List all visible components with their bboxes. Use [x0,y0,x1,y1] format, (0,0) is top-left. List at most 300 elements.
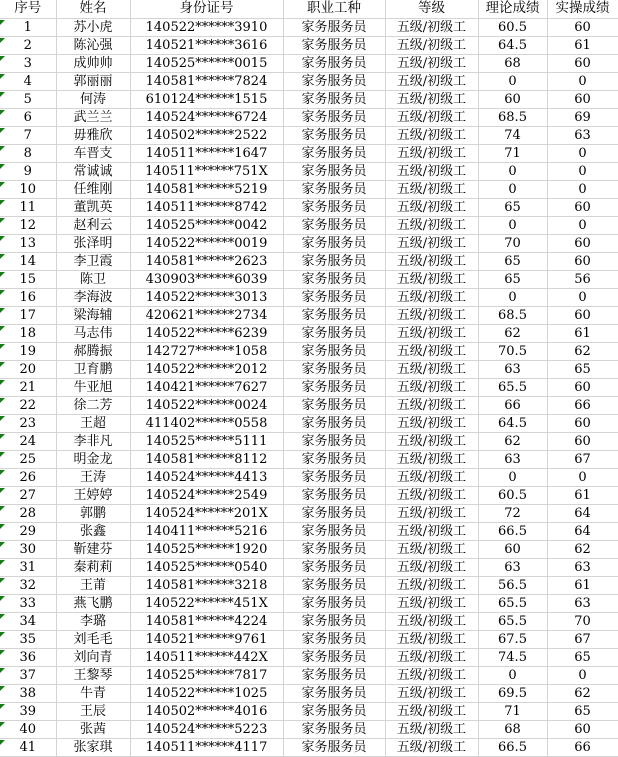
cell-level[interactable] [385,396,478,414]
cell-practical-score[interactable] [547,144,618,162]
cell-theory-score[interactable] [478,108,547,126]
cell-level[interactable] [385,522,478,540]
cell-id-number[interactable] [130,504,283,522]
cell-theory-score[interactable] [478,486,547,504]
cell-level[interactable] [385,360,478,378]
cell-occupation[interactable] [283,342,385,360]
cell-occupation[interactable] [283,306,385,324]
cell-occupation[interactable] [283,558,385,576]
cell-occupation[interactable] [283,612,385,630]
cell-name[interactable] [56,198,130,216]
header-cell-practical-score[interactable]: 实操成绩 [547,0,618,18]
cell-id-number[interactable] [130,612,283,630]
cell-level[interactable] [385,558,478,576]
cell-name[interactable] [56,432,130,450]
cell-id-number[interactable] [130,234,283,252]
cell-id-number[interactable] [130,414,283,432]
cell-occupation[interactable] [283,630,385,648]
cell-id-number[interactable] [130,90,283,108]
cell-level[interactable] [385,108,478,126]
cell-theory-score[interactable] [478,198,547,216]
cell-practical-score[interactable] [547,288,618,306]
cell-index[interactable] [0,594,56,612]
cell-index[interactable] [0,144,56,162]
cell-index[interactable] [0,720,56,738]
cell-theory-score[interactable] [478,378,547,396]
cell-theory-score[interactable] [478,648,547,666]
cell-name[interactable] [56,540,130,558]
cell-occupation[interactable] [283,198,385,216]
cell-practical-score[interactable] [547,432,618,450]
cell-occupation[interactable] [283,90,385,108]
cell-occupation[interactable] [283,324,385,342]
cell-name[interactable] [56,594,130,612]
cell-theory-score[interactable] [478,702,547,720]
cell-occupation[interactable] [283,180,385,198]
cell-practical-score[interactable] [547,378,618,396]
cell-theory-score[interactable] [478,306,547,324]
cell-id-number[interactable] [130,720,283,738]
cell-practical-score[interactable] [547,216,618,234]
cell-index[interactable] [0,198,56,216]
cell-level[interactable] [385,342,478,360]
cell-id-number[interactable] [130,648,283,666]
cell-name[interactable] [56,216,130,234]
cell-level[interactable] [385,612,478,630]
cell-name[interactable] [56,162,130,180]
cell-name[interactable] [56,630,130,648]
cell-level[interactable] [385,504,478,522]
cell-practical-score[interactable] [547,324,618,342]
cell-practical-score[interactable] [547,558,618,576]
cell-id-number-value: 140521******3616 [145,37,268,53]
cell-practical-score[interactable] [547,396,618,414]
cell-practical-score[interactable] [547,162,618,180]
cell-name[interactable] [56,738,130,756]
cell-id-number[interactable] [130,702,283,720]
cell-id-number[interactable] [130,738,283,756]
cell-level[interactable] [385,378,478,396]
cell-occupation[interactable] [283,234,385,252]
cell-index[interactable] [0,252,56,270]
cell-practical-score[interactable] [547,468,618,486]
header-cell-id-number[interactable]: 身份证号 [130,0,283,18]
cell-level[interactable] [385,594,478,612]
cell-name[interactable] [56,234,130,252]
cell-theory-score[interactable] [478,252,547,270]
cell-occupation[interactable] [283,702,385,720]
cell-occupation[interactable] [283,720,385,738]
cell-index[interactable] [0,18,56,36]
cell-practical-score[interactable] [547,252,618,270]
cell-theory-score[interactable] [478,504,547,522]
cell-occupation[interactable] [283,162,385,180]
cell-level[interactable] [385,234,478,252]
header-cell-theory-score[interactable]: 理论成绩 [478,0,547,18]
cell-id-number[interactable] [130,540,283,558]
cell-name[interactable] [56,252,130,270]
cell-level[interactable] [385,270,478,288]
cell-level[interactable] [385,630,478,648]
cell-theory-score[interactable] [478,270,547,288]
cell-index[interactable] [0,216,56,234]
cell-level[interactable] [385,54,478,72]
cell-theory-score[interactable] [478,522,547,540]
cell-name[interactable] [56,468,130,486]
cell-theory-score[interactable] [478,450,547,468]
cell-name[interactable] [56,522,130,540]
cell-theory-score[interactable] [478,324,547,342]
cell-practical-score[interactable] [547,126,618,144]
cell-index[interactable] [0,306,56,324]
cell-name[interactable] [56,612,130,630]
cell-theory-score[interactable] [478,360,547,378]
cell-name[interactable] [56,72,130,90]
cell-id-number[interactable] [130,450,283,468]
cell-name[interactable] [56,108,130,126]
cell-index[interactable] [0,684,56,702]
cell-occupation[interactable] [283,144,385,162]
cell-theory-score[interactable] [478,540,547,558]
cell-theory-score[interactable] [478,612,547,630]
cell-occupation[interactable] [283,216,385,234]
header-cell-level[interactable]: 等级 [385,0,478,18]
cell-occupation[interactable] [283,252,385,270]
cell-name[interactable] [56,414,130,432]
cell-practical-score[interactable] [547,648,618,666]
cell-occupation[interactable] [283,540,385,558]
cell-theory-score[interactable] [478,54,547,72]
cell-practical-score[interactable] [547,342,618,360]
cell-id-number[interactable] [130,162,283,180]
cell-level[interactable] [385,252,478,270]
cell-name[interactable] [56,324,130,342]
cell-index[interactable] [0,558,56,576]
cell-index[interactable] [0,486,56,504]
cell-theory-score[interactable] [478,216,547,234]
cell-level[interactable] [385,414,478,432]
cell-index[interactable] [0,36,56,54]
cell-occupation[interactable] [283,504,385,522]
cell-practical-score[interactable] [547,360,618,378]
cell-practical-score[interactable] [547,234,618,252]
cell-practical-score[interactable] [547,738,618,756]
cell-id-number[interactable] [130,126,283,144]
cell-level[interactable] [385,540,478,558]
cell-id-number[interactable] [130,342,283,360]
cell-name[interactable] [56,450,130,468]
cell-id-number[interactable] [130,324,283,342]
cell-name[interactable] [56,270,130,288]
cell-index[interactable] [0,540,56,558]
cell-level[interactable] [385,450,478,468]
cell-index[interactable] [0,108,56,126]
cell-occupation[interactable] [283,450,385,468]
cell-practical-score[interactable] [547,198,618,216]
cell-index[interactable] [0,738,56,756]
cell-id-number[interactable] [130,252,283,270]
cell-id-number[interactable] [130,18,283,36]
cell-practical-score[interactable] [547,666,618,684]
cell-occupation[interactable] [283,72,385,90]
cell-practical-score[interactable] [547,54,618,72]
cell-id-number[interactable] [130,558,283,576]
cell-theory-score[interactable] [478,36,547,54]
cell-level[interactable] [385,144,478,162]
cell-id-number[interactable] [130,108,283,126]
cell-name[interactable] [56,486,130,504]
cell-index[interactable] [0,162,56,180]
cell-name[interactable] [56,90,130,108]
cell-id-number[interactable] [130,54,283,72]
cell-index[interactable] [0,504,56,522]
cell-index[interactable] [0,666,56,684]
cell-name[interactable] [56,144,130,162]
cell-theory-score[interactable] [478,594,547,612]
cell-theory-score[interactable] [478,126,547,144]
cell-occupation[interactable] [283,486,385,504]
cell-practical-score[interactable] [547,594,618,612]
cell-index[interactable] [0,360,56,378]
cell-index-value: 19 [19,343,37,359]
cell-name[interactable] [56,684,130,702]
cell-practical-score[interactable] [547,72,618,90]
cell-index[interactable] [0,396,56,414]
cell-practical-score[interactable] [547,504,618,522]
cell-theory-score[interactable] [478,144,547,162]
cell-theory-score[interactable] [478,342,547,360]
cell-occupation[interactable] [283,108,385,126]
cell-index[interactable] [0,54,56,72]
cell-name[interactable] [56,504,130,522]
cell-id-number[interactable] [130,378,283,396]
cell-occupation[interactable] [283,432,385,450]
cell-practical-score[interactable] [547,702,618,720]
cell-id-number[interactable] [130,288,283,306]
cell-level[interactable] [385,432,478,450]
cell-index[interactable] [0,612,56,630]
cell-level[interactable] [385,198,478,216]
cell-index[interactable] [0,414,56,432]
cell-occupation[interactable] [283,414,385,432]
cell-name[interactable] [56,18,130,36]
cell-index[interactable] [0,234,56,252]
cell-id-number[interactable] [130,630,283,648]
cell-theory-score[interactable] [478,738,547,756]
cell-id-number[interactable] [130,684,283,702]
cell-index[interactable] [0,324,56,342]
cell-practical-score[interactable] [547,90,618,108]
cell-id-number-value: 140411******5216 [145,523,268,539]
cell-level[interactable] [385,576,478,594]
cell-practical-score[interactable] [547,414,618,432]
cell-name[interactable] [56,648,130,666]
cell-level[interactable] [385,324,478,342]
cell-occupation[interactable] [283,468,385,486]
cell-index[interactable] [0,450,56,468]
cell-level[interactable] [385,468,478,486]
cell-level[interactable] [385,666,478,684]
cell-name[interactable] [56,360,130,378]
cell-name[interactable] [56,702,130,720]
cell-name[interactable] [56,720,130,738]
cell-level[interactable] [385,72,478,90]
cell-occupation[interactable] [283,396,385,414]
cell-index[interactable] [0,270,56,288]
cell-occupation[interactable] [283,522,385,540]
cell-index[interactable] [0,432,56,450]
cell-level[interactable] [385,738,478,756]
cell-theory-score[interactable] [478,396,547,414]
cell-occupation[interactable] [283,270,385,288]
cell-occupation[interactable] [283,576,385,594]
cell-occupation[interactable] [283,36,385,54]
cell-practical-score[interactable] [547,36,618,54]
cell-theory-score[interactable] [478,432,547,450]
cell-name[interactable] [56,342,130,360]
cell-practical-score[interactable] [547,720,618,738]
cell-practical-score[interactable] [547,180,618,198]
cell-occupation[interactable] [283,288,385,306]
cell-id-number[interactable] [130,270,283,288]
cell-id-number[interactable] [130,432,283,450]
cell-theory-score[interactable] [478,162,547,180]
cell-index[interactable] [0,576,56,594]
cell-practical-score[interactable] [547,576,618,594]
cell-name[interactable] [56,396,130,414]
cell-level[interactable] [385,90,478,108]
cell-name[interactable] [56,288,130,306]
cell-theory-score[interactable] [478,576,547,594]
cell-index[interactable] [0,648,56,666]
cell-id-number[interactable] [130,180,283,198]
cell-theory-score[interactable] [478,666,547,684]
cell-occupation[interactable] [283,684,385,702]
cell-level[interactable] [385,216,478,234]
cell-id-number[interactable] [130,36,283,54]
cell-level[interactable] [385,486,478,504]
cell-name[interactable] [56,54,130,72]
cell-theory-score[interactable] [478,180,547,198]
cell-practical-score[interactable] [547,270,618,288]
cell-practical-score[interactable] [547,108,618,126]
cell-practical-score[interactable] [547,630,618,648]
cell-index[interactable] [0,72,56,90]
cell-id-number[interactable] [130,468,283,486]
cell-index[interactable] [0,522,56,540]
cell-occupation[interactable] [283,594,385,612]
cell-index[interactable] [0,90,56,108]
cell-level[interactable] [385,162,478,180]
cell-name[interactable] [56,666,130,684]
cell-level[interactable] [385,648,478,666]
cell-theory-score[interactable] [478,558,547,576]
cell-id-number[interactable] [130,216,283,234]
cell-level[interactable] [385,126,478,144]
cell-occupation[interactable] [283,126,385,144]
cell-name[interactable] [56,36,130,54]
cell-level[interactable] [385,180,478,198]
cell-index[interactable] [0,180,56,198]
cell-index[interactable] [0,630,56,648]
cell-occupation[interactable] [283,648,385,666]
cell-id-number[interactable] [130,666,283,684]
cell-occupation[interactable] [283,54,385,72]
cell-theory-score[interactable] [478,468,547,486]
cell-id-number[interactable] [130,594,283,612]
cell-id-number[interactable] [130,306,283,324]
cell-practical-score[interactable] [547,522,618,540]
cell-theory-score[interactable] [478,684,547,702]
cell-occupation[interactable] [283,378,385,396]
cell-id-number[interactable] [130,198,283,216]
table-row [0,522,618,540]
header-cell-name[interactable]: 姓名 [56,0,130,18]
cell-level[interactable] [385,18,478,36]
cell-practical-score[interactable] [547,18,618,36]
cell-level[interactable] [385,720,478,738]
cell-occupation[interactable] [283,18,385,36]
error-indicator-icon [0,452,5,457]
cell-index[interactable] [0,342,56,360]
cell-name[interactable] [56,378,130,396]
cell-level[interactable] [385,36,478,54]
cell-practical-score[interactable] [547,612,618,630]
cell-name[interactable] [56,558,130,576]
cell-theory-score[interactable] [478,288,547,306]
cell-occupation[interactable] [283,738,385,756]
cell-theory-score[interactable] [478,630,547,648]
cell-level[interactable] [385,684,478,702]
header-cell-index[interactable]: 序号 [0,0,56,18]
cell-theory-score[interactable] [478,234,547,252]
cell-occupation[interactable] [283,666,385,684]
cell-level[interactable] [385,702,478,720]
cell-level[interactable] [385,288,478,306]
cell-id-number[interactable] [130,486,283,504]
cell-id-number[interactable] [130,576,283,594]
cell-name[interactable] [56,576,130,594]
cell-id-number[interactable] [130,396,283,414]
cell-occupation[interactable] [283,360,385,378]
cell-index[interactable] [0,288,56,306]
cell-practical-score[interactable] [547,486,618,504]
cell-practical-score[interactable] [547,306,618,324]
cell-theory-score[interactable] [478,72,547,90]
cell-name[interactable] [56,306,130,324]
cell-theory-score[interactable] [478,18,547,36]
cell-index[interactable] [0,702,56,720]
cell-theory-score[interactable] [478,720,547,738]
cell-id-number[interactable] [130,144,283,162]
cell-practical-score[interactable] [547,684,618,702]
table-row [0,216,618,234]
cell-name[interactable] [56,180,130,198]
cell-level[interactable] [385,306,478,324]
cell-practical-score[interactable] [547,450,618,468]
cell-index[interactable] [0,126,56,144]
cell-theory-score[interactable] [478,414,547,432]
cell-id-number[interactable] [130,360,283,378]
cell-index[interactable] [0,378,56,396]
cell-id-number[interactable] [130,522,283,540]
cell-name[interactable] [56,126,130,144]
cell-index[interactable] [0,468,56,486]
cell-practical-score[interactable] [547,540,618,558]
header-cell-occupation[interactable]: 职业工种 [283,0,385,18]
cell-id-number[interactable] [130,72,283,90]
cell-theory-score[interactable] [478,90,547,108]
